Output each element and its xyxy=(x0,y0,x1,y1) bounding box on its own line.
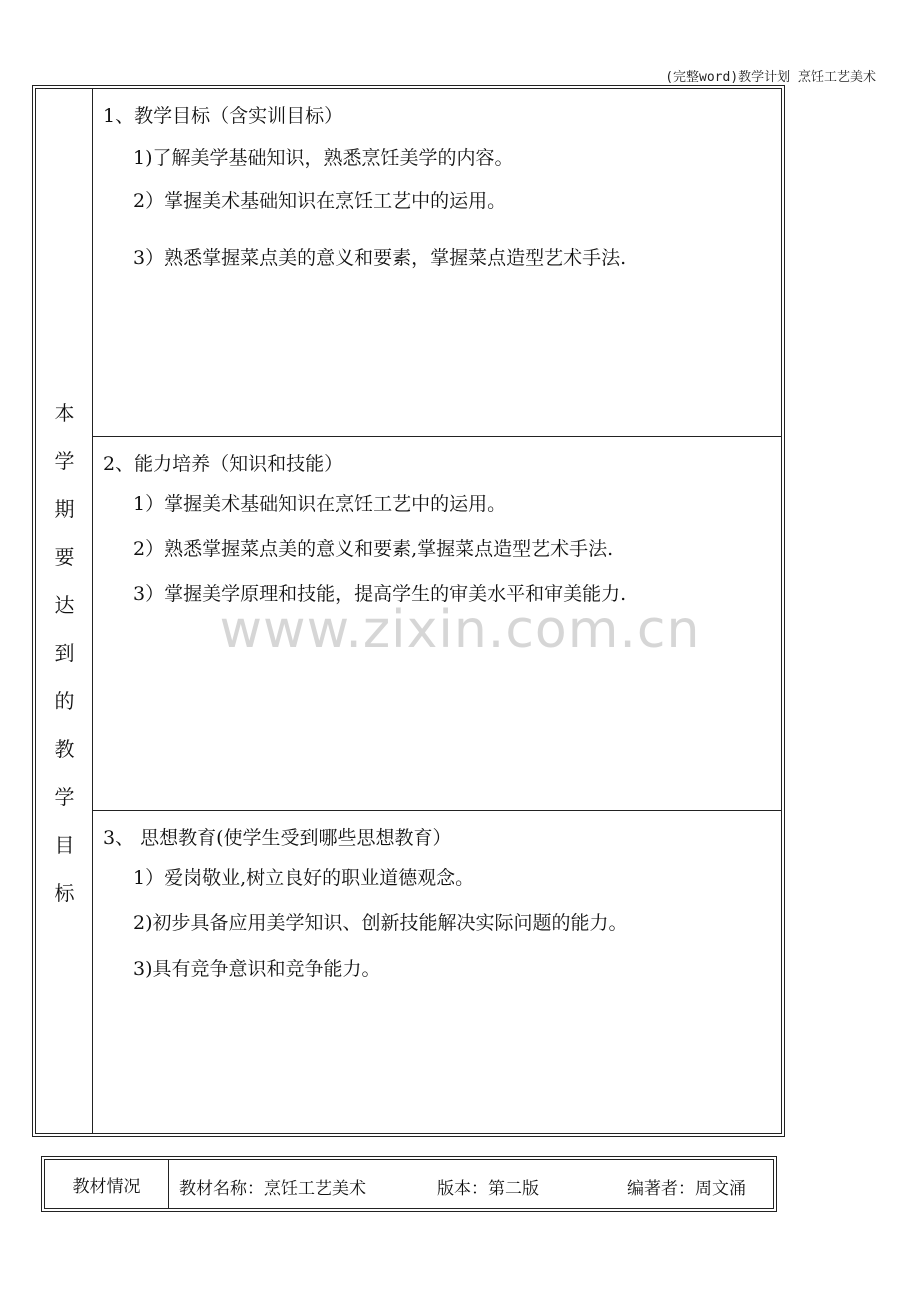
list-item: 1）爱岗敬业,树立良好的职业道德观念。 xyxy=(133,867,475,889)
side-label-char: 学 xyxy=(54,449,75,473)
section-ideological-education xyxy=(93,811,781,1135)
textbook-info xyxy=(169,1160,773,1208)
list-item: 3）掌握美学原理和技能，提高学生的审美水平和审美能力. xyxy=(133,583,627,605)
header-note: (完整word)教学计划 烹饪工艺美术 xyxy=(665,70,876,85)
list-item: 3）熟悉掌握菜点美的意义和要素，掌握菜点造型艺术手法. xyxy=(133,247,627,269)
side-label-char: 达 xyxy=(54,593,75,617)
section-title: 2、能力培养（知识和技能） xyxy=(103,453,344,475)
section-ability-training xyxy=(93,437,781,811)
side-label-char: 的 xyxy=(54,689,75,713)
list-item: 2）掌握美术基础知识在烹饪工艺中的运用。 xyxy=(133,190,507,212)
textbook-name: 教材名称：烹饪工艺美术 xyxy=(179,1179,366,1199)
textbook-label: 教材情况 xyxy=(45,1160,169,1208)
list-item: 1）掌握美术基础知识在烹饪工艺中的运用。 xyxy=(133,493,507,515)
side-label-char: 教 xyxy=(54,737,75,761)
watermark: www.zixin.com.cn xyxy=(219,600,701,660)
side-label-char: 本 xyxy=(54,401,75,425)
section-title: 1、教学目标（含实训目标） xyxy=(103,105,344,127)
textbook-edition: 版本：第二版 xyxy=(437,1179,539,1199)
side-label-char: 学 xyxy=(54,785,75,809)
textbook-table xyxy=(44,1159,774,1209)
side-label-char: 目 xyxy=(54,833,75,857)
list-item: 3)具有竞争意识和竞争能力。 xyxy=(133,958,381,980)
side-label-cell xyxy=(36,89,93,1133)
textbook-author: 编著者：周文涌 xyxy=(627,1179,746,1199)
section-teaching-goals xyxy=(93,89,781,437)
list-item: 1)了解美学基础知识，熟悉烹饪美学的内容。 xyxy=(133,147,514,169)
side-label xyxy=(36,389,93,917)
list-item: 2）熟悉掌握菜点美的意义和要素,掌握菜点造型艺术手法. xyxy=(133,538,614,560)
side-label-char: 要 xyxy=(54,545,75,569)
side-label-char: 标 xyxy=(54,881,75,905)
side-label-char: 到 xyxy=(54,641,75,665)
objectives-table xyxy=(35,88,782,1134)
section-title: 3、 思想教育(使学生受到哪些思想教育） xyxy=(103,827,452,849)
side-label-char: 期 xyxy=(54,497,75,521)
list-item: 2)初步具备应用美学知识、创新技能解决实际问题的能力。 xyxy=(133,912,628,934)
